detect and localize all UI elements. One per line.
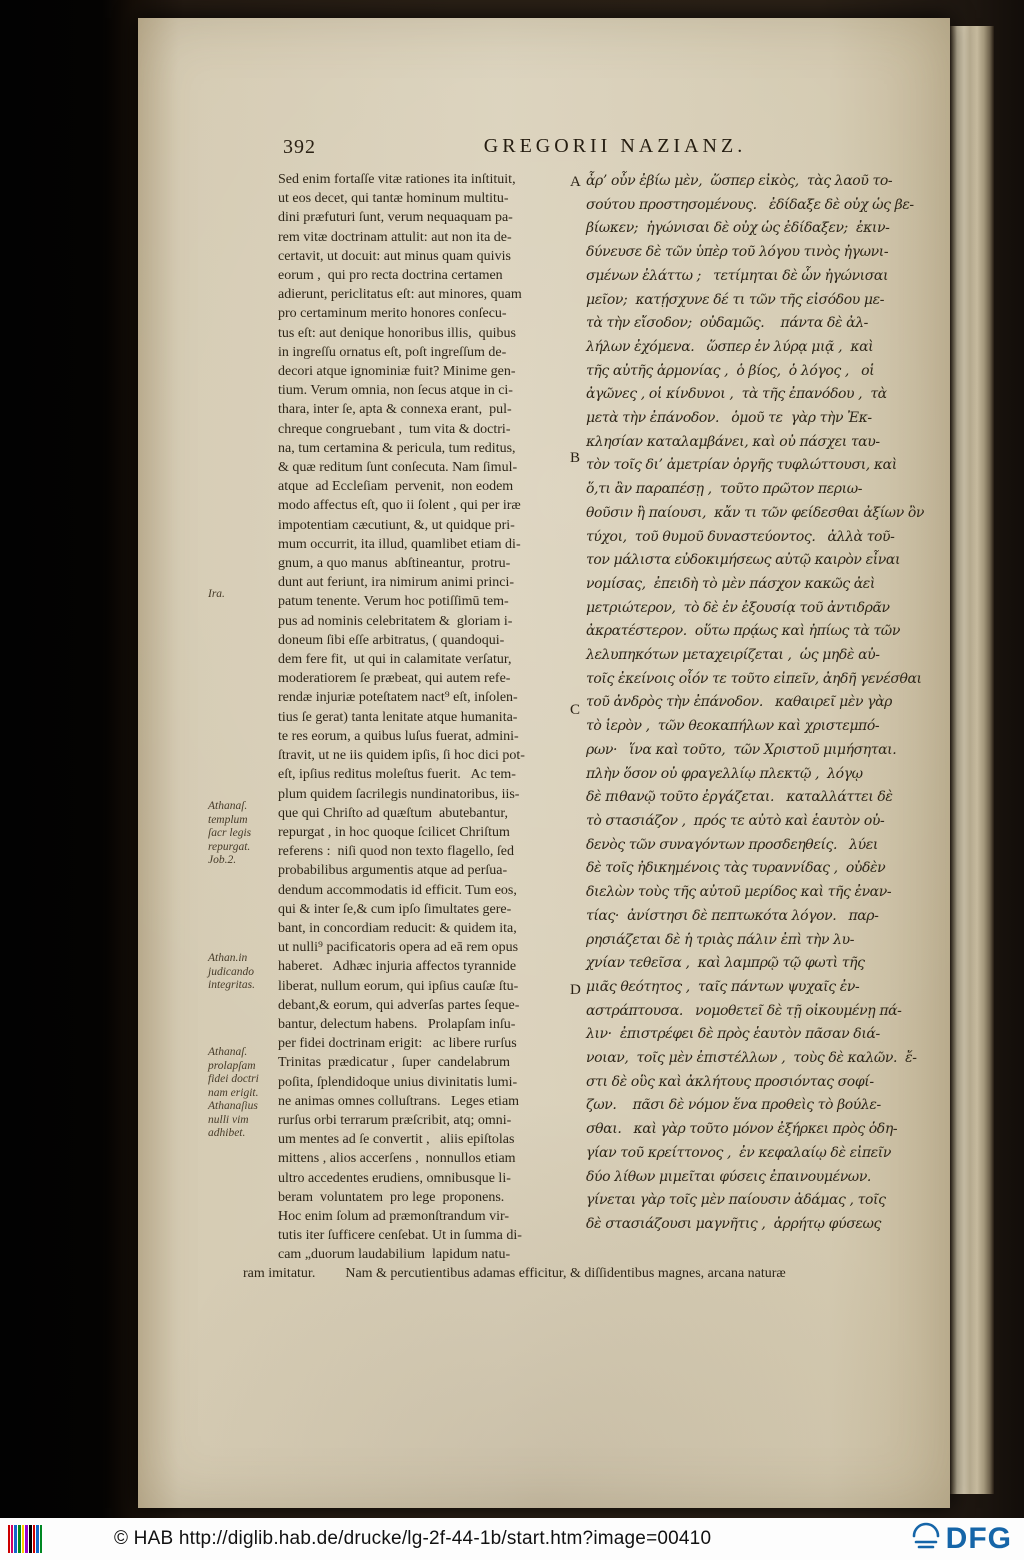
text-line: τίας· ἀνίστησι δὲ πεπτωκότα λόγον. παρ-: [586, 907, 879, 924]
text-line: atque ad Eccleſiam pervenit, non eodem: [278, 479, 514, 495]
text-line: mum occurrit, ita illud, quamlibet etiam di-: [278, 536, 521, 552]
margin-note-line: prolapſam: [208, 1059, 256, 1072]
margin-note: [208, 588, 278, 602]
book-page: [138, 18, 950, 1508]
margin-note-line: Athanaſius: [208, 1100, 258, 1112]
text-line: θοῦσιν ἢ παίουσι, κἄν τι τῶν φείδεσθαι ἀξίων ὂν: [586, 504, 924, 521]
text-line: probabilibus argumentis atque ad perſua-: [278, 863, 508, 879]
text-line: σθαι. καὶ γὰρ τοῦτο μόνον ἐξήρκει πρὸς ὁδη-: [586, 1121, 898, 1138]
text-line: ut eos decet, qui tantæ hominum multitu-: [278, 191, 509, 207]
text-line: liberat, nullum eorum, qui ipſius cauſæ ſtu-: [278, 978, 519, 994]
text-line: thara, inter ſe, apta & connexa erant, pul-: [278, 402, 512, 418]
text-line: beram voluntatem pro lege proponens.: [278, 1189, 505, 1205]
latin-text-column: [278, 170, 581, 1265]
text-line: λελυπηκότων μεταχειρίζεται , ὡς μηδὲ αὐ-: [586, 647, 880, 664]
margin-note-line: integritas.: [208, 979, 255, 991]
margin-note-line: Athanaſ.: [208, 800, 248, 812]
text-line: νοιαν, τοῖς μὲν ἐπιστέλλων , τοὺς δὲ καλῶν. ἔ-: [586, 1050, 917, 1067]
text-line: que qui Chriſto ad quæſtum abutebantur,: [278, 805, 509, 821]
text-line: γίνεται γὰρ τοῖς μὲν παίουσιν ἀδάμας , τοῖς: [586, 1192, 886, 1209]
section-marker-C: C: [570, 702, 581, 718]
text-line: rurſus orbi terrarum præſcribit, atq; omni-: [278, 1112, 512, 1128]
book-fore-edge: [950, 26, 994, 1494]
text-line: moderatiorem ſe præbeat, qui autem refe-: [278, 671, 511, 687]
margin-note-line: judicando: [208, 965, 254, 978]
text-line: ρησιάζεται δὲ ἡ τριὰς πάλιν ἐπὶ τὴν λυ-: [586, 931, 855, 948]
text-line: μιᾶς θεότητος , ταῖς πάντων ψυχαῖς ἐν-: [586, 978, 860, 995]
hab-colorbar-logo: [8, 1525, 42, 1553]
digitization-footer-bar: [0, 1518, 1024, 1560]
margin-note-line: Job.2.: [208, 854, 237, 866]
text-line: τον μάλιστα εὐδοκιμήσεως αὐτῷ καιρὸν εἶναι: [586, 552, 901, 569]
margin-note-line: ſacr legis: [208, 827, 252, 839]
text-line: Trinitas prædicatur , ſuper candelabrum: [278, 1055, 510, 1071]
text-line: δύο λίθων μιμεῖται φύσεις ἐπαινουμένων.: [586, 1168, 871, 1185]
text-line: τὸν τοῖς δι’ ἀμετρίαν ὀργῆς τυφλώττουσι, καὶ: [586, 457, 897, 474]
text-line: dendum accommodatis id efficit. Tum eos,: [278, 882, 517, 898]
section-marker-B: B: [570, 450, 581, 466]
margin-notes: [208, 18, 278, 1508]
text-line: τὸ ἱερὸν , τῶν θεοκαπήλων καὶ χριστεμπό-: [586, 718, 880, 735]
text-line: ρων· ἵνα καὶ τοῦτο, τῶν Χριστοῦ μιμήσηται.: [586, 741, 897, 758]
dfg-logo: [911, 1522, 1012, 1557]
text-line: tus eſt: aut denique honoribus illis, quibus: [278, 325, 516, 341]
text-line: Sed enim fortaſſe vitæ rationes ita inſtituit,: [278, 172, 516, 187]
text-line: dunt aut feriunt, ira nimirum animi princi-: [278, 575, 514, 591]
section-marker-D: D: [570, 982, 581, 998]
text-line: haberet. Adhæc injuria affectos tyrannide: [278, 959, 517, 975]
text-line: αστράπτουσα. νομοθετεῖ δὲ τῇ οἰκουμένῃ πά-: [586, 1002, 902, 1019]
text-line: κλησίαν καταλαμβάνει, καὶ οὐ πάσχει ταυ-: [586, 433, 880, 450]
text-line: διελὼν τοὺς τῆς αὐτοῦ μερίδος καὶ τῆς ἐναν-: [586, 884, 892, 901]
text-line: ζων. πᾶσι δὲ νόμον ἕνα προθεὶς τὸ βούλε-: [586, 1097, 881, 1114]
section-marker-A: A: [570, 174, 581, 190]
margin-note: [208, 1046, 278, 1141]
text-line: δὲ πιθανῷ τοῦτο ἐργάζεται. καταλλάττει δὲ: [586, 789, 893, 806]
text-line: eſt, ipſius reditus moleſtus fuerit. Ac tem-: [278, 767, 516, 783]
text-line: repurgat , in hoc quoque ſcilicet Chriſtum: [278, 824, 510, 840]
text-line: δὲ τοῖς ἠδικημένοις τὰς τυραννίδας , οὐδὲν: [586, 860, 886, 877]
text-line: λιν· ἐπιστρέφει δὲ πρὸς ἑαυτὸν πᾶσαν διά-: [586, 1026, 880, 1043]
text-line: plum quidem ſacrilegis nundinatoribus, iis-: [278, 786, 520, 802]
text-line: Hoc enim ſolum ad præmonſtrandum vir-: [278, 1208, 510, 1224]
dfg-emblem-icon: [911, 1522, 941, 1557]
margin-note-line: Athanaſ.: [208, 1046, 248, 1058]
margin-note-line: repurgat.: [208, 840, 251, 853]
text-line: λήλων ἐχόμενα. ὥσπερ ἐν λύρᾳ μιᾷ , καὶ: [586, 338, 874, 355]
text-line: decori atque ignominiæ fuit? Minime gen-: [278, 364, 516, 380]
text-line: μεῖον; κατῄσχυνε δέ τι τῶν τῆς εἰσόδου με-: [586, 291, 885, 308]
text-line: ſtravit, ut ne iis quidem ipſis, ſi hoc dici pot-: [278, 748, 525, 764]
text-line: γίαν τοῦ κρείττονος , ἐν κεφαλαίῳ δὲ εἰπεῖν: [586, 1144, 891, 1161]
text-line: δύνευσε δὲ τῶν ὑπὲρ τοῦ λόγου τινὸς ἠγωνι-: [586, 244, 889, 261]
text-line: impotentiam cæcutiunt, &, ut quidque pri-: [278, 517, 515, 533]
margin-note-line: nulli vim: [208, 1113, 249, 1126]
text-line: modo affectus eſt, quo ii ſolent , qui per iræ: [278, 498, 521, 514]
text-line: doneum ſibi eſſe arbitratus, ( quandoqui-: [278, 632, 505, 648]
text-line: ἆρ’ οὖν ἐβίω μὲν, ὥσπερ εἰκὸς, τὰς λαοῦ το-: [586, 173, 893, 189]
text-line: μετὰ τὴν ἐπάνοδον. ὁμοῦ τε γὰρ τὴν Ἐκ-: [586, 410, 872, 427]
margin-note-line: fidei doctri: [208, 1073, 259, 1085]
text-line: cam „duorum laudabilium lapidum natu-: [278, 1247, 511, 1263]
text-line: na, tum certamina & pericula, tum reditus,: [278, 440, 516, 456]
text-line: δενὸς τῶν συναγόντων προσδεηθείς. λύει: [586, 836, 878, 853]
text-line: ne animas omnes colluſtrans. Leges etiam: [278, 1093, 520, 1109]
text-line: τοῖς ἐκείνοις οἷόν τε τοῦτο εἰπεῖν, ἀηδῆ γενέσθαι: [586, 670, 922, 687]
text-line: πλὴν ὅσον οὐ φραγελλίῳ πλεκτῷ , λόγῳ: [586, 765, 863, 782]
margin-note-line: templum: [208, 813, 248, 826]
text-line: νομίσας, ἐπειδὴ τὸ μὲν πάσχον κακῶς ἀεὶ: [586, 575, 875, 592]
text-line: adierunt, periclitatus eſt: aut minores, quam: [278, 287, 522, 303]
text-line: rendæ injuriæ poteſtatem nact⁹ eſt, inſolen-: [278, 690, 518, 706]
text-line: τοῦ ἀνδρὸς τὴν ἐπάνοδον. καθαιρεῖ μὲν γὰρ: [586, 694, 892, 711]
attribution-text: © HAB http://diglib.hab.de/drucke/lg-2f-44-1b/start.htm?image=00410: [114, 1528, 712, 1549]
text-line: tium. Verum omnia, non ſecus atque in ci-: [278, 383, 513, 399]
text-line: poſita, ſplendidoque unius divinitatis lumi-: [278, 1074, 518, 1090]
text-line: τύχοι, τοῦ θυμοῦ δυναστεύοντος. ἀλλὰ τοῦ-: [586, 528, 895, 545]
page-number: 392: [283, 136, 316, 158]
text-line: dem fere fit, ut qui in calamitate verſatur,: [278, 652, 512, 668]
text-line: in ingreſſu ornatus eſt, poſt ingreſſum de-: [278, 344, 507, 360]
text-line: qui & inter ſe,& cum ipſo ſimultates gere-: [278, 901, 512, 917]
continuation-right: Nam & percutientibus adamas efficitur, & diſſidentibus magnes, arcana naturæ: [345, 1266, 786, 1281]
text-line: σούτου προστησομένους. ἐδίδαξε δὲ οὐχ ὡς βε-: [586, 196, 914, 213]
text-line: ut nulli⁹ pacificatoris opera ad eā rem opus: [278, 940, 519, 956]
text-line: δὲ στασιάζουσι μαγνῆτις , ἀρρήτῳ φύσεως: [586, 1215, 881, 1232]
text-line: te res eorum, a quibus luſus fuerat, admini-: [278, 728, 519, 744]
text-line: pro certaminum merito honores conſecu-: [278, 306, 507, 322]
text-line: ἀκρατέστερον. οὕτω πρᾴως καὶ ἠπίως τὰ τῶν: [586, 623, 900, 640]
text-line: eorum , qui pro recta doctrina certamen: [278, 268, 503, 284]
text-line: τὸ στασιάζον , πρός τε αὐτὸ καὶ ἑαυτὸν οὐ-: [586, 812, 885, 829]
text-line: pus ad nominis celebritatem & gloriam i-: [278, 613, 513, 629]
text-line: μετριώτερον, τὸ δὲ ἐν ἐξουσίᾳ τοῦ ἀντιδρᾶν: [586, 599, 890, 616]
text-line: mittens , alios accerſens , nonnullos etiam: [278, 1151, 516, 1167]
text-line: χνίαν τεθεῖσα , καὶ λαμπρῷ τῷ φωτὶ τῆς: [586, 955, 865, 972]
text-line: tius ſe gerat) tanta lenitate atque humanita-: [278, 709, 518, 725]
catchword-line: [243, 1266, 948, 1282]
text-line: um mentes ad ſe convertit , aliis epiſtolas: [278, 1132, 515, 1148]
text-line: ἀγῶνες , οἱ κίνδυνοι , τὰ τῆς ἐπανόδου , τὰ: [586, 386, 887, 403]
text-line: chreque congruebant , tum vita & doctri-: [278, 421, 511, 437]
continuation-left: ram imitatur.: [243, 1266, 316, 1281]
margin-note-line: Ira.: [208, 588, 225, 600]
margin-note-line: adhibet.: [208, 1127, 246, 1139]
text-line: τὰ τὴν εἴσοδον; οὐδαμῶς. πάντα δὲ ἀλ-: [586, 315, 869, 332]
text-line: ὅ,τι ἂν παραπέσῃ , τοῦτο πρῶτον περιω-: [586, 481, 863, 498]
text-line: βίωκεν; ἠγώνισαι δὲ οὐχ ὡς ἐδίδαξεν; ἐκιν-: [586, 220, 890, 237]
text-line: στι δὲ οὓς καὶ ἀκλήτους προσιόντας σοφί-: [586, 1073, 874, 1090]
text-line: & quæ reditum ſunt conſecuta. Nam ſimul-: [278, 460, 518, 476]
text-line: debant,& eorum, qui adverſas partes ſeque-: [278, 997, 520, 1013]
text-line: gnum, a quo manus abſtineantur, protru-: [278, 556, 511, 572]
margin-note: [208, 952, 278, 993]
text-line: σμένων ἐλάττω ; τετίμηται δὲ ὧν ἠγώνισαι: [586, 267, 889, 284]
dfg-logo-text: DFG: [945, 1522, 1012, 1555]
text-line: referens : niſi quod non texto flagello, ſed: [278, 844, 514, 860]
running-head: GREGORII NAZIANZ.: [483, 135, 747, 157]
margin-note: [208, 800, 278, 868]
greek-text-column: [586, 170, 944, 1237]
margin-note-line: Athan.in: [208, 952, 248, 964]
text-line: tutis iter ſufficere cenſebat. Ut in ſumma di-: [278, 1228, 522, 1244]
text-line: rem vitæ doctrinam attulit: aut non ita de-: [278, 229, 512, 245]
text-line: ultro accedentes erudiens, omnibusque li-: [278, 1170, 511, 1186]
text-line: per fidei doctrinam erigit: ac libere rurſus: [278, 1036, 517, 1052]
text-line: τῆς αὐτῆς ἁρμονίας , ὁ βίος, ὁ λόγος , οἱ: [586, 362, 875, 379]
text-line: bantur, delectum habens. Prolapſam inſu-: [278, 1016, 516, 1032]
margin-note-line: nam erigit.: [208, 1086, 259, 1099]
text-line: patum tenente. Verum hoc potiſſimū tem-: [278, 594, 509, 610]
text-line: certavit, ut docuit: aut minus quam quivis: [278, 248, 511, 264]
text-line: dini præfuturi ſunt, verum nequaquam pa-: [278, 210, 513, 226]
text-line: bant, in concordiam reducit: & quidem ita,: [278, 920, 517, 936]
